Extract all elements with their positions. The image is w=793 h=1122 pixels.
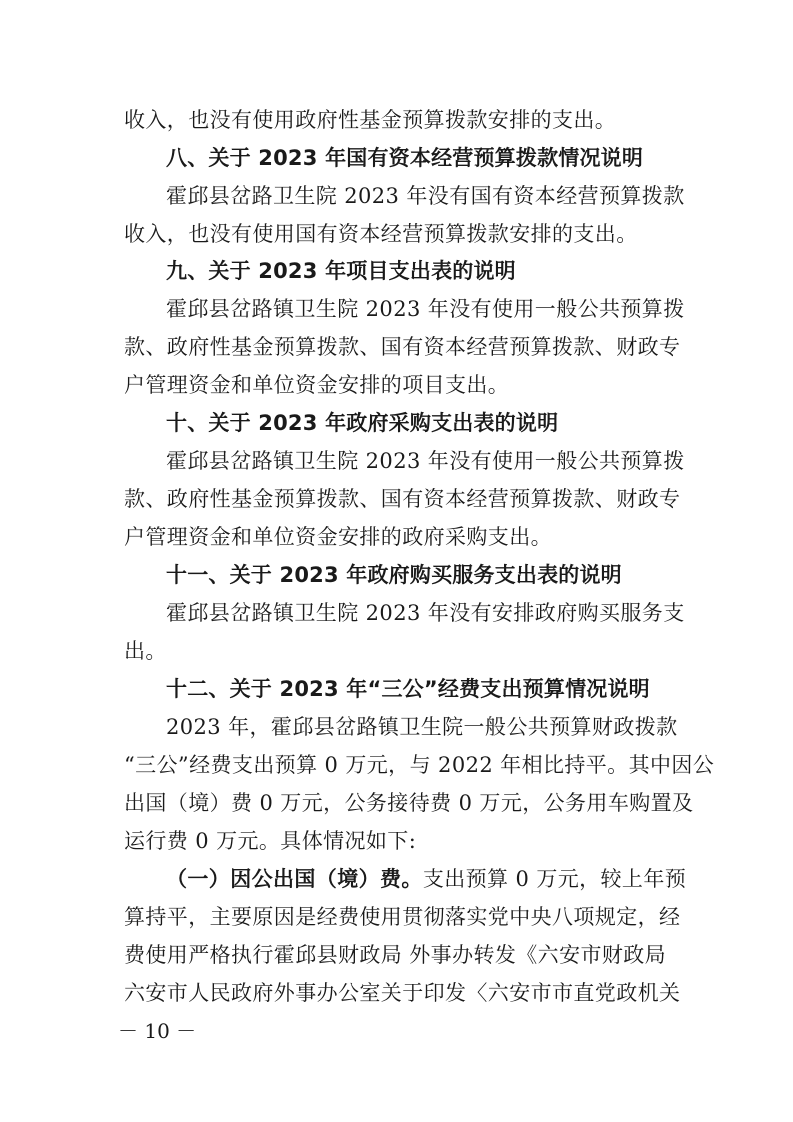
paragraph-line: 收入，也没有使用国有资本经营预算拨款安排的支出。 — [124, 222, 638, 246]
paragraph-line: 算持平，主要原因是经费使用贯彻落实党中央八项规定，经 — [124, 905, 681, 929]
paragraph-line: 霍邱县岔路镇卫生院 2023 年没有安排政府购买服务支 — [166, 601, 685, 625]
paragraph-line: 六安市人民政府外事办公室关于印发〈六安市市直党政机关 — [124, 981, 681, 1005]
paragraph-line: 款、政府性基金预算拨款、国有资本经营预算拨款、财政专 — [124, 487, 681, 511]
subsection-paragraph-line — [166, 859, 687, 899]
section-heading-9: 九、关于 2023 年项目支出表的说明 — [166, 259, 516, 283]
section-heading-11: 十一、关于 2023 年政府购买服务支出表的说明 — [166, 563, 622, 587]
paragraph-line: 收入，也没有使用政府性基金预算拨款安排的支出。 — [124, 108, 617, 132]
section-heading-8: 八、关于 2023 年国有资本经营预算拨款情况说明 — [166, 146, 644, 170]
paragraph-line: “三公”经费支出预算 0 万元，与 2022 年相比持平。其中因公 — [124, 753, 715, 777]
subsection-body-text: 支出预算 0 万元，较上年预 — [422, 867, 687, 891]
paragraph-line: 霍邱县岔路卫生院 2023 年没有国有资本经营预算拨款 — [166, 184, 685, 208]
paragraph-line: 出。 — [124, 639, 167, 663]
paragraph-line: 2023 年，霍邱县岔路镇卫生院一般公共预算财政拨款 — [166, 715, 678, 739]
page-number: － 10 － — [118, 1019, 197, 1043]
paragraph-line: 运行费 0 万元。具体情况如下: — [124, 829, 417, 853]
paragraph-line: 霍邱县岔路镇卫生院 2023 年没有使用一般公共预算拨 — [166, 297, 685, 321]
subsection-lead-text: （一）因公出国（境）费。 — [166, 867, 423, 891]
paragraph-line: 费使用严格执行霍邱县财政局 外事办转发《六安市财政局 — [124, 943, 667, 967]
paragraph-line: 出国（境）费 0 万元，公务接待费 0 万元，公务用车购置及 — [124, 791, 694, 815]
paragraph-line: 霍邱县岔路镇卫生院 2023 年没有使用一般公共预算拨 — [166, 449, 685, 473]
paragraph-line: 款、政府性基金预算拨款、国有资本经营预算拨款、财政专 — [124, 335, 681, 359]
section-heading-10: 十、关于 2023 年政府采购支出表的说明 — [166, 411, 559, 435]
paragraph-line: 户管理资金和单位资金安排的项目支出。 — [124, 373, 510, 397]
section-heading-12: 十二、关于 2023 年“三公”经费支出预算情况说明 — [166, 677, 650, 701]
paragraph-line: 户管理资金和单位资金安排的政府采购支出。 — [124, 525, 552, 549]
